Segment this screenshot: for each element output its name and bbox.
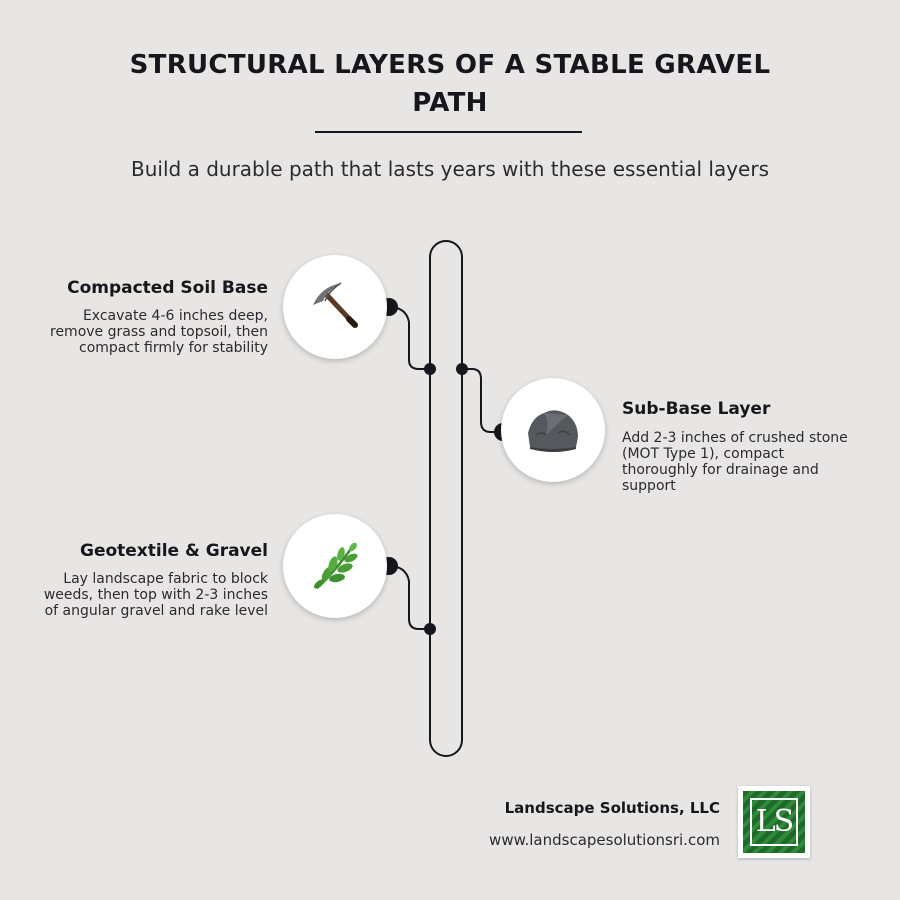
company-url[interactable]: www.landscapesolutionsri.com	[489, 831, 720, 849]
junction-dot-step-1	[424, 363, 436, 375]
logo-monogram: LS	[750, 798, 798, 846]
connector-step-1	[389, 307, 430, 369]
junction-dot-step-2	[456, 363, 468, 375]
herb-icon	[307, 538, 363, 594]
step-1-icon-circle	[283, 255, 387, 359]
step-2-description: Add 2-3 inches of crushed stone (MOT Type 1), compact thoroughly for drainage and support	[622, 430, 848, 494]
rock-icon	[524, 405, 582, 455]
step-3-icon-circle	[283, 514, 387, 618]
page-title: STRUCTURAL LAYERS OF A STABLE GRAVEL PATH	[129, 50, 771, 118]
path-outline	[430, 241, 462, 756]
step-2-icon-circle	[501, 378, 605, 482]
logo-background	[743, 791, 805, 853]
step-1-description: Excavate 4-6 inches deep, remove grass and topsoil, then compact firmly for stability	[50, 308, 268, 356]
connector-step-2	[462, 369, 503, 432]
step-2-title: Sub-Base Layer	[622, 399, 771, 419]
page-subtitle: Build a durable path that lasts years with these essential layers	[131, 157, 769, 181]
company-logo	[738, 786, 810, 858]
connector-step-3	[389, 566, 430, 629]
step-3-description: Lay landscape fabric to block weeds, then top with 2-3 inches of angular gravel and rake level	[43, 571, 268, 619]
step-3-title: Geotextile & Gravel	[79, 541, 268, 561]
company-name: Landscape Solutions, LLC	[504, 799, 720, 817]
step-1-title: Compacted Soil Base	[67, 278, 268, 298]
pickaxe-icon	[307, 279, 363, 335]
junction-dot-step-3	[424, 623, 436, 635]
